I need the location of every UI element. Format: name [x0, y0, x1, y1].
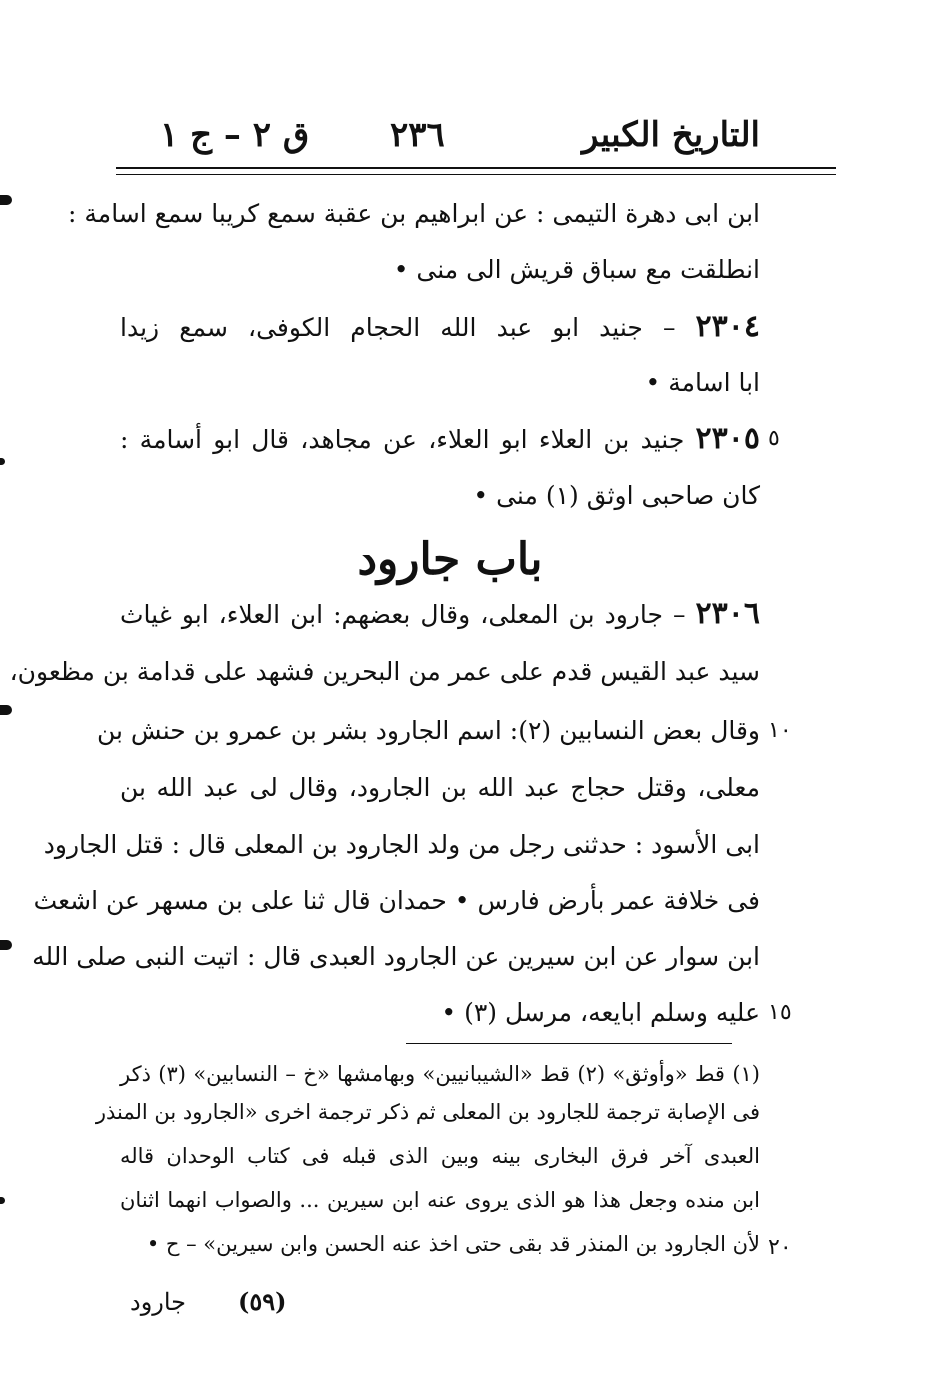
catchword: جارود	[130, 1288, 187, 1316]
line-marker: ١٥	[768, 1000, 792, 1025]
page-number: ٢٣٦	[390, 115, 445, 155]
binding-mark	[0, 1197, 5, 1204]
entry-number: ٢٣٠٥	[695, 421, 760, 456]
volume-part: ق ٢ – ج ١	[160, 115, 310, 155]
text-line: ابى الأسود : حدثنى رجل من ولد الجارود بن المعلى قال : قتل الجارود	[43, 830, 760, 859]
book-title: التاريخ الكبير	[582, 115, 760, 155]
text-line: وقال بعض النسابين (٢): اسم الجارود بشر بن عمرو بن حنش بن	[96, 716, 760, 745]
header-rule-thick	[116, 167, 836, 169]
text-line: ابا اسامة •	[645, 368, 760, 397]
binding-mark	[0, 458, 5, 465]
entry-number: ٢٣٠٤	[695, 309, 760, 344]
text-line: سيد عبد القيس قدم على عمر من البحرين فشهد على قدامة بن مظعون،	[9, 657, 760, 686]
footnote-line: (١) قط «وأوثق» (٢) قط «الشيبانيين» وبهامشها «خ – النسابين» (٣) ذكر	[120, 1062, 760, 1086]
footnote-line: فى الإصابة ترجمة للجارود بن المعلى ثم ذكر ترجمة اخرى «الجارود بن المنذر	[95, 1100, 760, 1124]
footnote-line: ابن منده وجعل هذا هو الذى يروى عنه ابن سيرين ... والصواب انهما اثنان	[120, 1188, 760, 1212]
running-header	[120, 110, 760, 160]
entry-line: ٢٣٠٤ – جنيد ابو عبد الله الحجام الكوفى، سمع زيدا	[120, 309, 760, 344]
text-line: كان صاحبى اوثق (١) منى •	[473, 481, 760, 510]
binding-mark	[0, 940, 12, 950]
entry-line: ٢٣٠٦ – جارود بن المعلى، وقال بعضهم: ابن العلاء، ابو غياث	[120, 596, 760, 631]
page-footer	[130, 1282, 430, 1322]
binding-mark	[0, 705, 12, 715]
binding-mark	[0, 195, 12, 205]
line-marker: ١٠	[768, 718, 792, 743]
entry-number: ٢٣٠٦	[695, 596, 760, 631]
footnote-line: لأن الجارود بن المنذر قد بقى حتى اخذ عنه الحسن وابن سيرين» – ح •	[146, 1232, 760, 1256]
section-heading: باب جارود	[357, 534, 543, 585]
text-line: ابن ابى دهرة التيمى : عن ابراهيم بن عقبة سمع كريبا سمع اسامة :	[68, 199, 760, 228]
line-marker: ٢٠	[768, 1235, 792, 1260]
signature-mark: (٥٩)	[238, 1287, 287, 1316]
line-marker: ٥	[768, 426, 780, 451]
text-line: عليه وسلم ابايعه، مرسل (٣) •	[441, 998, 760, 1027]
header-rule-thin	[116, 174, 836, 175]
footnote-line: العبدى آخر فرق البخارى بينه وبين الذى قبله فى كتاب الوحدان قاله	[120, 1144, 760, 1168]
text-line: فى خلافة عمر بأرض فارس • حمدان قال ثنا على بن مسهر عن اشعث	[33, 886, 760, 915]
footnote-rule	[406, 1043, 732, 1044]
text-line: معلى، وقتل حجاج عبد الله بن الجارود، وقال لى عبد الله بن	[120, 773, 760, 802]
entry-line: ٢٣٠٥ جنيد بن العلاء ابو العلاء، عن مجاهد، قال ابو أسامة :	[120, 421, 760, 456]
text-line: ابن سوار عن ابن سيرين عن الجارود العبدى قال : اتيت النبى صلى الله	[32, 942, 760, 971]
text-line: انطلقت مع سباق قريش الى منى •	[393, 255, 760, 284]
